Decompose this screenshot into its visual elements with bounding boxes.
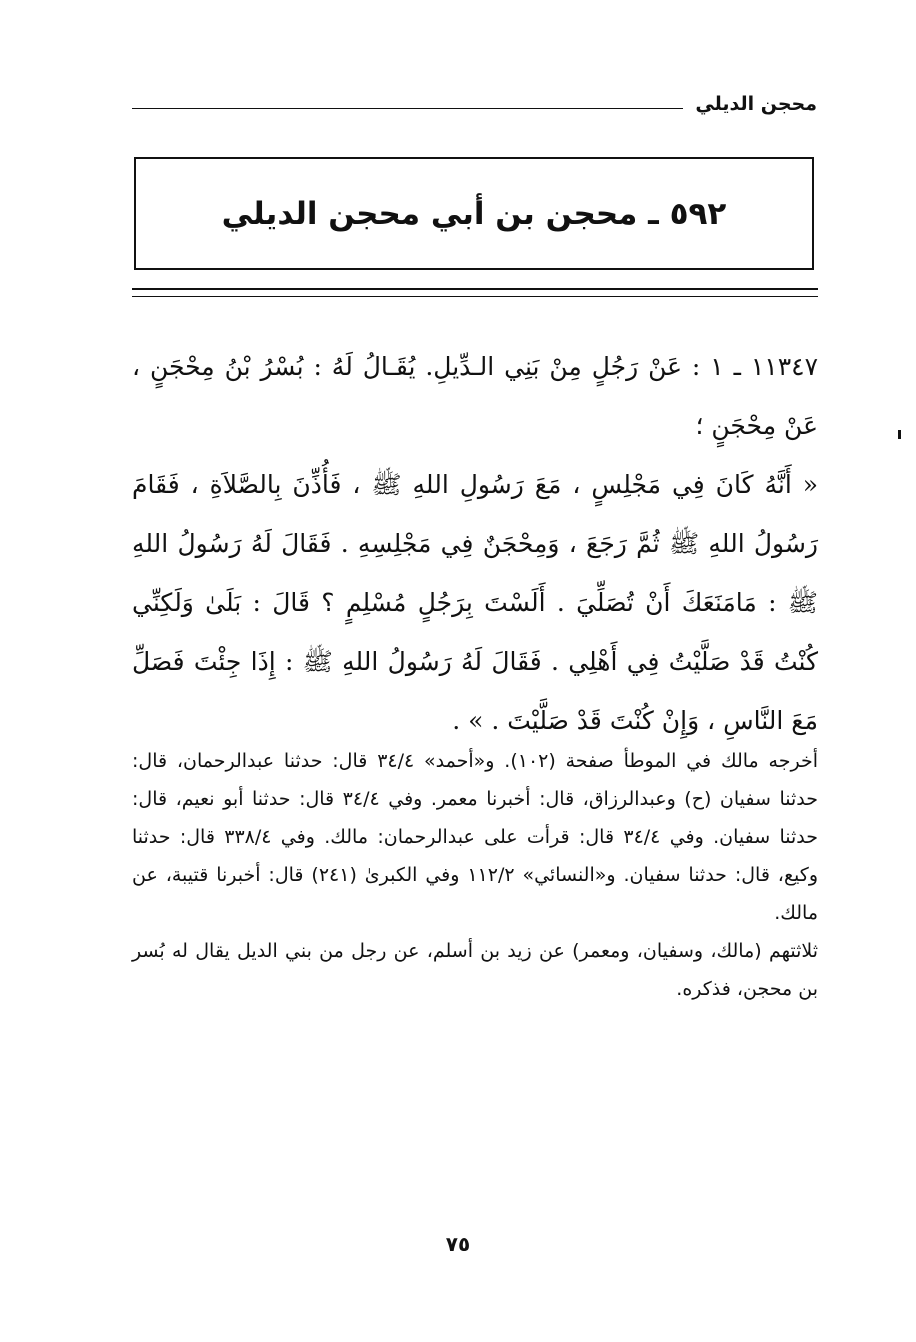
title-divider-thin <box>132 296 818 297</box>
chapter-title: ٥٩٢ ـ محجن بن أبي محجن الديلي <box>221 195 727 232</box>
hadith-isnad: ١١٣٤٧ ـ ١ : عَنْ رَجُلٍ مِنْ بَنِي الـدِّيلِ. يُقَـالُ لَهُ : بُسْرُ بْنُ مِحْجَنٍ ، عَنْ مِحْجَنٍ ؛ <box>132 352 818 440</box>
margin-mark <box>898 430 901 439</box>
title-divider-thick <box>132 288 818 290</box>
hadith-text <box>132 337 818 750</box>
takhrij-notes <box>132 742 818 1008</box>
chapter-title-box <box>134 157 814 270</box>
takhrij-paragraph: أخرجه مالك في الموطأ صفحة (١٠٢). و«أحمد» ٣٤/٤ قال: حدثنا عبدالرحمان، قال: حدثنا سفيان (ح) وعبدالرزاق، قال: أخبرنا معمر. وفي ٣٤/٤ قال: حدثنا أبو نعيم، قال: حدثنا سفيان. وفي ٣٤/٤ قال: قرأت على عبدالرحمان: مالك. وفي ٣٣٨/٤ قال: حدثنا وكيع، قال: حدثنا سفيان. و«النسائي» ١١٢/٢ وفي الكبرىٰ (٢٤١) قال: أخبرنا قتيبة، عن مالك. <box>132 750 819 924</box>
header-rule <box>132 108 683 109</box>
running-header <box>132 84 817 124</box>
takhrij-summary: ثلاثتهم (مالك، وسفيان، ومعمر) عن زيد بن أسلم، عن رجل من بني الديل يقال له بُسر بن محجن، فذكره. <box>132 940 818 1000</box>
page-number: ٧٥ <box>445 1232 471 1256</box>
hadith-matn: « أَنَّهُ كَانَ فِي مَجْلِسٍ ، مَعَ رَسُولِ اللهِ ﷺ ، فَأُذِّنَ بِالصَّلاَةِ ، فَقَامَ رَسُولُ اللهِ ﷺ ثُمَّ رَجَعَ ، وَمِحْجَنٌ فِي مَجْلِسِهِ . فَقَالَ لَهُ رَسُولُ اللهِ ﷺ : مَامَنَعَكَ أَنْ تُصَلِّيَ . أَلَسْتَ بِرَجُلٍ مُسْلِمٍ ؟ قَالَ : بَلَىٰ وَلَكِنِّي كُنْتُ قَدْ صَلَّيْتُ فِي أَهْلِي . فَقَالَ لَهُ رَسُولُ اللهِ ﷺ : إِذَا جِئْتَ فَصَلِّ مَعَ النَّاسِ ، وَإِنْ كُنْتَ قَدْ صَلَّيْتَ . » . <box>132 470 818 735</box>
running-title: محجن الديلي <box>695 93 817 115</box>
